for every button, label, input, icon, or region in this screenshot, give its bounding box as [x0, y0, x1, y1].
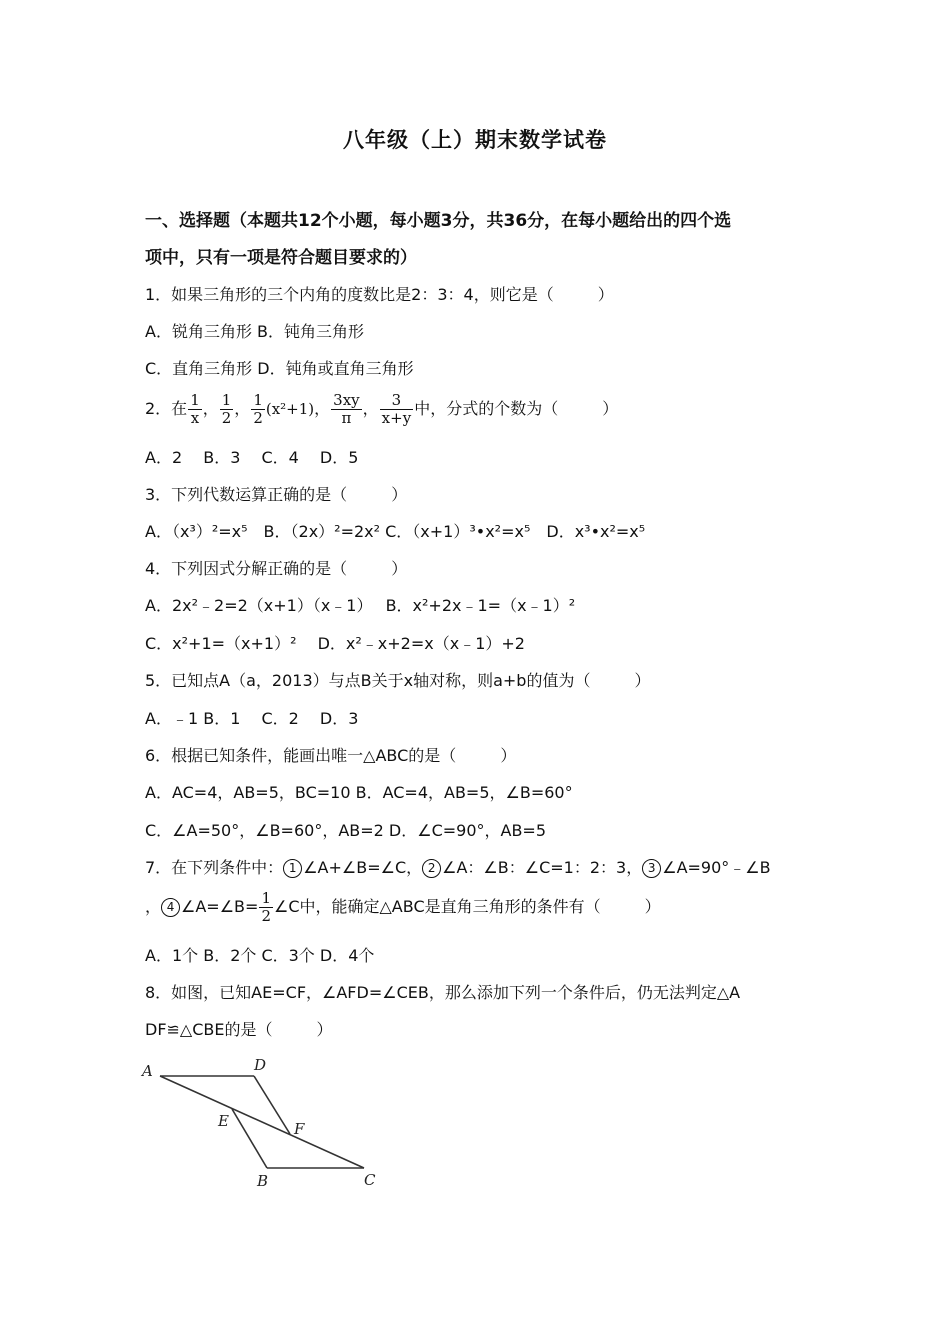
- fraction-1: $\frac{1}{x}$: [190, 391, 200, 427]
- section-heading-line2: 项中，只有一项是符合题目要求的）: [145, 248, 417, 268]
- option-c: C．直角三角形: [145, 359, 253, 378]
- question-6-options-cd: C．∠A=50°，∠B=60°，AB=2 D．∠C=90°，AB=5: [145, 821, 547, 840]
- label-d: D: [254, 1056, 267, 1074]
- geometry-figure: [138, 1054, 398, 1194]
- question-2-stem: 2．在 $\frac{1}{x}$ ， $\frac{1}{2}$ ， $\frac{1}{2}$ (x²+1)， $\frac{3xy}{\pi}$ ， $\frac{3}{x+y}$ 中，分式的个数为（ ）: [145, 391, 619, 427]
- question-3-options: A．（x³）²=x⁵ B．（2x）²=2x² C．（x+1）³•x²=x⁵ D．x³•x²=x⁵: [145, 522, 646, 541]
- label-b: B: [257, 1172, 269, 1190]
- question-1-options-ab: [145, 321, 364, 343]
- question-4-options-cd: C．x²+1=（x+1）² D．x²﹣x+2=x（x﹣1）+2: [145, 634, 525, 653]
- question-1-options-cd: [145, 358, 414, 380]
- circled-number-2: 2: [422, 859, 441, 878]
- question-2-options: A．2 B．3 C．4 D．5: [145, 448, 359, 467]
- fraction-3: $\frac{1}{2}$: [253, 391, 263, 427]
- option-b: B．钝角三角形: [257, 322, 365, 341]
- question-5-options: A．﹣1 B．1 C．2 D．3: [145, 709, 359, 728]
- label-c: C: [364, 1171, 376, 1189]
- section-heading-line1: 一、选择题（本题共12个小题，每小题3分，共36分，在每小题给出的四个选: [145, 211, 732, 231]
- fraction-5: $\frac{3}{x+y}$: [381, 391, 412, 427]
- fraction-half: $\frac{1}{2}$: [261, 889, 271, 925]
- label-a: A: [142, 1062, 153, 1080]
- question-7-options: A．1个 B．2个 C．3个 D．4个: [145, 946, 375, 965]
- question-8-stem-line1: 8．如图，已知AE=CF，∠AFD=∠CEB，那么添加下列一个条件后，仍无法判定△A: [145, 983, 741, 1002]
- circled-number-3: 3: [642, 859, 661, 878]
- segment-df: [254, 1076, 290, 1134]
- question-8-stem-line2: DF≌△CBE的是（ ）: [145, 1020, 333, 1039]
- fraction-2: $\frac{1}{2}$: [221, 391, 232, 427]
- label-f: F: [294, 1120, 305, 1138]
- option-a: A．锐角三角形: [145, 322, 252, 341]
- question-4-stem: 4．下列因式分解正确的是（ ）: [145, 559, 408, 578]
- circled-number-1: 1: [283, 859, 302, 878]
- page-title: 八年级（上）期末数学试卷: [343, 128, 607, 152]
- question-3-stem: 3．下列代数运算正确的是（ ）: [145, 485, 408, 504]
- question-6-stem: 6．根据已知条件，能画出唯一△ABC的是（ ）: [145, 746, 517, 765]
- question-5-stem: 5．已知点A（a，2013）与点B关于x轴对称，则a+b的值为（ ）: [145, 671, 651, 690]
- question-7-stem-line2: ， 4 ∠A=∠B= $\frac{1}{2}$ ∠C中，能确定△ABC是直角三角形的条件有（ ）: [145, 889, 661, 925]
- segment-eb: [232, 1109, 267, 1168]
- fraction-4: $\frac{3xy}{\pi}$: [333, 391, 360, 427]
- circled-number-4: 4: [161, 898, 180, 917]
- question-7-stem-line1: 7．在下列条件中： 1 ∠A+∠B=∠C， 2 ∠A：∠B：∠C=1：2：3， 3 ∠A=90°﹣∠B: [145, 858, 771, 877]
- question-4-options-ab: A．2x²﹣2=2（x+1）（x﹣1） B．x²+2x﹣1=（x﹣1）²: [145, 596, 576, 615]
- question-1-stem: 1．如果三角形的三个内角的度数比是2：3：4，则它是（ ）: [145, 285, 614, 304]
- question-6-options-ab: A．AC=4，AB=5，BC=10 B．AC=4，AB=5，∠B=60°: [145, 783, 573, 802]
- label-e: E: [218, 1112, 229, 1130]
- option-d: D．钝角或直角三角形: [257, 359, 414, 378]
